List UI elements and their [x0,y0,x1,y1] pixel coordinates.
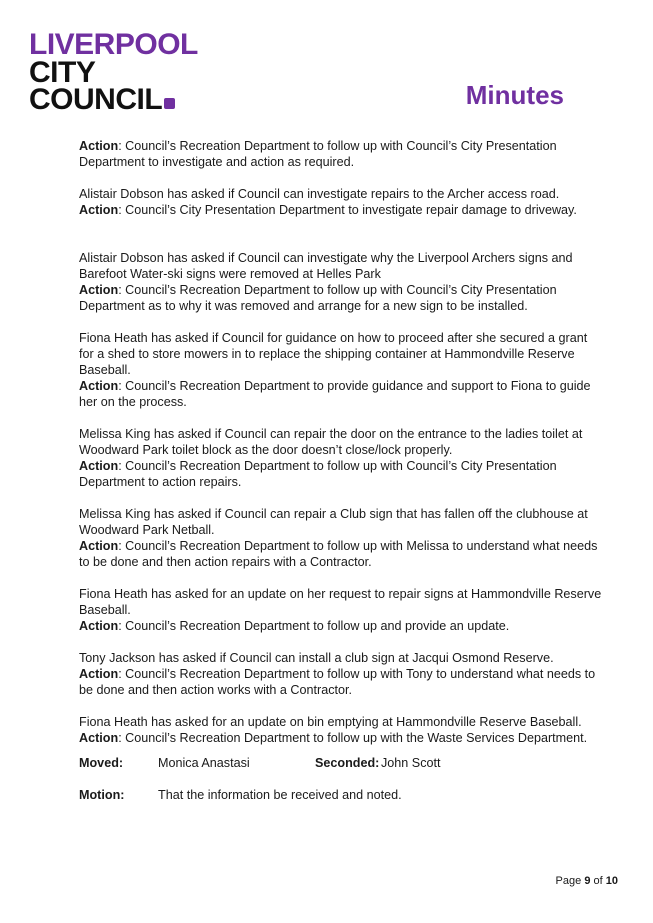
logo-line-council: COUNCIL [29,83,163,117]
minutes-item [79,426,604,490]
seconded-label: Seconded: [315,756,380,770]
action-text: : Council’s Recreation Department to follow up with Council’s City Presentation Department to action repairs. [79,459,557,489]
moved-label: Moved: [79,756,124,770]
action-label: Action [79,283,119,297]
action-label: Action [79,619,119,633]
moved-value: Monica Anastasi [158,756,250,770]
page-word: Page [555,875,582,887]
logo-line-liverpool: LIVERPOOL [29,28,198,61]
action-label: Action [79,667,119,681]
page-current: 9 [584,875,591,887]
action-text: : Council’s Recreation Department to provide guidance and support to Fiona to guide her on the process. [79,379,591,409]
action-text: : Council’s Recreation Department to follow up and provide an update. [118,619,510,633]
request-text: Melissa King has asked if Council can repair a Club sign that has fallen off the clubhouse at Woodward Park Netball. [79,507,588,537]
logo-line-city: CITY [29,55,96,89]
motion-value: That the information be received and noted. [158,788,402,802]
request-text: Tony Jackson has asked if Council can install a club sign at Jacqui Osmond Reserve. [79,651,554,665]
action-label: Action [79,203,119,217]
action-label: Action [79,379,119,393]
action-text: : Council’s Recreation Department to follow up with Council’s City Presentation Department to investigate and action as required. [79,139,557,169]
minutes-item [79,586,604,634]
page-total: 10 [605,875,618,887]
logo-mark-icon [164,98,175,109]
minutes-item [79,186,604,218]
action-text: : Council’s City Presentation Department to investigate repair damage to driveway. [118,203,577,217]
council-logo [29,28,198,117]
minutes-item [79,506,604,570]
request-text: Fiona Heath has asked for an update on bin emptying at Hammondville Reserve Baseball. [79,715,582,729]
minutes-item [79,330,604,410]
minutes-item [79,250,604,314]
request-text: Melissa King has asked if Council can repair the door on the entrance to the ladies toilet at Woodward Park toilet block as the door doesn’t close/lock properly. [79,427,583,457]
action-label: Action [79,539,119,553]
page-title: Minutes [465,80,564,110]
request-text: Fiona Heath has asked if Council for guidance on how to proceed after she secured a grant for a shed to store mowers in to replace the shipping container at Hammondville Reserve Baseball. [79,331,588,377]
action-label: Action [79,731,119,745]
action-label: Action [79,139,119,153]
page-number [556,875,618,887]
action-text: : Council’s Recreation Department to follow up with Melissa to understand what needs to be done and then action repairs with a Contractor. [79,539,598,569]
request-text: Alistair Dobson has asked if Council can investigate repairs to the Archer access road. [79,187,560,201]
minutes-body [79,138,604,762]
request-text: Fiona Heath has asked for an update on her request to repair signs at Hammondville Reserve Baseball. [79,587,602,617]
minutes-item [79,714,604,746]
action-text: : Council’s Recreation Department to follow up with Council’s City Presentation Department as to why it was removed and arrange for a new sign to be installed. [79,283,557,313]
action-text: : Council’s Recreation Department to follow up with the Waste Services Department. [118,731,588,745]
action-text: : Council’s Recreation Department to follow up with Tony to understand what needs to be done and then action works with a Contractor. [79,667,596,697]
page-of-word: of [593,875,603,887]
minutes-item [79,138,604,170]
action-label: Action [79,459,119,473]
seconded-value: John Scott [381,756,441,770]
motion-label: Motion: [79,788,125,802]
minutes-item [79,650,604,698]
request-text: Alistair Dobson has asked if Council can investigate why the Liverpool Archers signs and Barefoot Water-ski signs were removed at Helles Park [79,251,573,281]
